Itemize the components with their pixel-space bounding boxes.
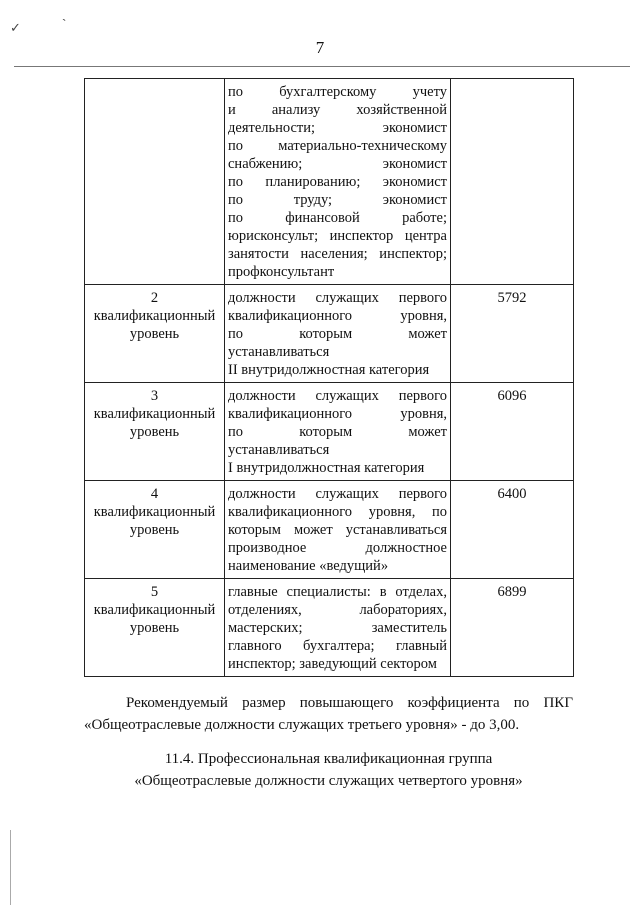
description-line: юрисконсульт; инспектор центра [228, 228, 447, 244]
description-line: устанавливаться [228, 344, 330, 360]
description-line: должности служащих первого [228, 290, 447, 306]
level-line: уровень [129, 326, 180, 342]
level-line: 3 [150, 388, 159, 404]
section-title [84, 748, 573, 792]
scan-artifact: ˋ [62, 16, 67, 31]
description-line: I внутридолжностная категория [228, 460, 425, 476]
header-divider [14, 66, 630, 67]
qualification-level-cell [85, 481, 225, 579]
level-line: уровень [129, 620, 180, 636]
description-line: должности служащих первого [228, 388, 447, 404]
description-line: устанавливаться [228, 442, 330, 458]
description-line: отделениях, лабораториях, [228, 602, 447, 618]
qualification-level-cell [85, 383, 225, 481]
qualification-level-cell [85, 579, 225, 677]
salary-value-cell: 5792 [451, 285, 574, 383]
description-line: по финансовой работе; [228, 210, 447, 226]
level-line: 4 [150, 486, 159, 502]
qualification-level-cell [85, 79, 225, 285]
level-line: уровень [129, 424, 180, 440]
description-line: квалификационного уровня, [228, 406, 447, 422]
page-number: 7 [315, 38, 325, 57]
table-row [85, 481, 574, 579]
qualification-table [84, 78, 574, 677]
description-line: которым может устанавливаться [228, 522, 447, 538]
level-line: квалификационный [93, 308, 216, 324]
table-row [85, 383, 574, 481]
description-line: II внутридолжностная категория [228, 362, 430, 378]
description-line: производное должностное [228, 540, 447, 556]
level-line: квалификационный [93, 504, 216, 520]
description-line: должности служащих первого [228, 486, 447, 502]
scan-artifact: ✓ [10, 20, 21, 35]
description-line: по планированию; экономист [228, 174, 447, 190]
recommendation-paragraph [84, 692, 573, 736]
description-line: занятости населения; инспектор; [228, 246, 447, 262]
description-line: квалификационного уровня, [228, 308, 447, 324]
table-row [85, 79, 574, 285]
recommendation-line: Рекомендуемый размер повышающего коэффициента по ПКГ [126, 695, 573, 711]
description-line: по которым может [228, 424, 447, 440]
recommendation-line: «Общеотраслевые должности служащих третьего уровня» - до 3,00. [84, 717, 520, 733]
description-line: квалификационного уровня, по [228, 504, 447, 520]
qualification-level-cell [85, 285, 225, 383]
salary-value-cell: 6899 [451, 579, 574, 677]
description-line: снабжению; экономист [228, 156, 447, 172]
description-line: деятельности; экономист [228, 120, 447, 136]
section-title-line: «Общеотраслевые должности служащих четвертого уровня» [134, 773, 523, 789]
table-row [85, 579, 574, 677]
level-line: уровень [129, 522, 180, 538]
level-line: 2 [150, 290, 159, 306]
description-line: и анализу хозяйственной [228, 102, 447, 118]
description-line: по которым может [228, 326, 447, 342]
position-description-cell [225, 579, 451, 677]
position-description-cell [225, 383, 451, 481]
table-row [85, 285, 574, 383]
description-line: главные специалисты: в отделах, [228, 584, 447, 600]
salary-value-cell [451, 79, 574, 285]
level-line: 5 [150, 584, 159, 600]
position-description-cell [225, 285, 451, 383]
description-line: наименование «ведущий» [228, 558, 389, 574]
salary-value-cell: 6400 [451, 481, 574, 579]
description-line: профконсультант [228, 264, 335, 280]
section-title-line: 11.4. Профессиональная квалификационная группа [164, 751, 493, 767]
description-line: по материально-техническому [228, 138, 447, 154]
description-line: по бухгалтерскому учету [228, 84, 447, 100]
level-line: квалификационный [93, 406, 216, 422]
description-line: мастерских; заместитель [228, 620, 447, 636]
level-line: квалификационный [93, 602, 216, 618]
description-line: инспектор; заведующий сектором [228, 656, 437, 672]
position-description-cell [225, 481, 451, 579]
position-description-cell [225, 79, 451, 285]
description-line: по труду; экономист [228, 192, 447, 208]
description-line: главного бухгалтера; главный [228, 638, 447, 654]
scan-edge [10, 830, 11, 905]
salary-value-cell: 6096 [451, 383, 574, 481]
